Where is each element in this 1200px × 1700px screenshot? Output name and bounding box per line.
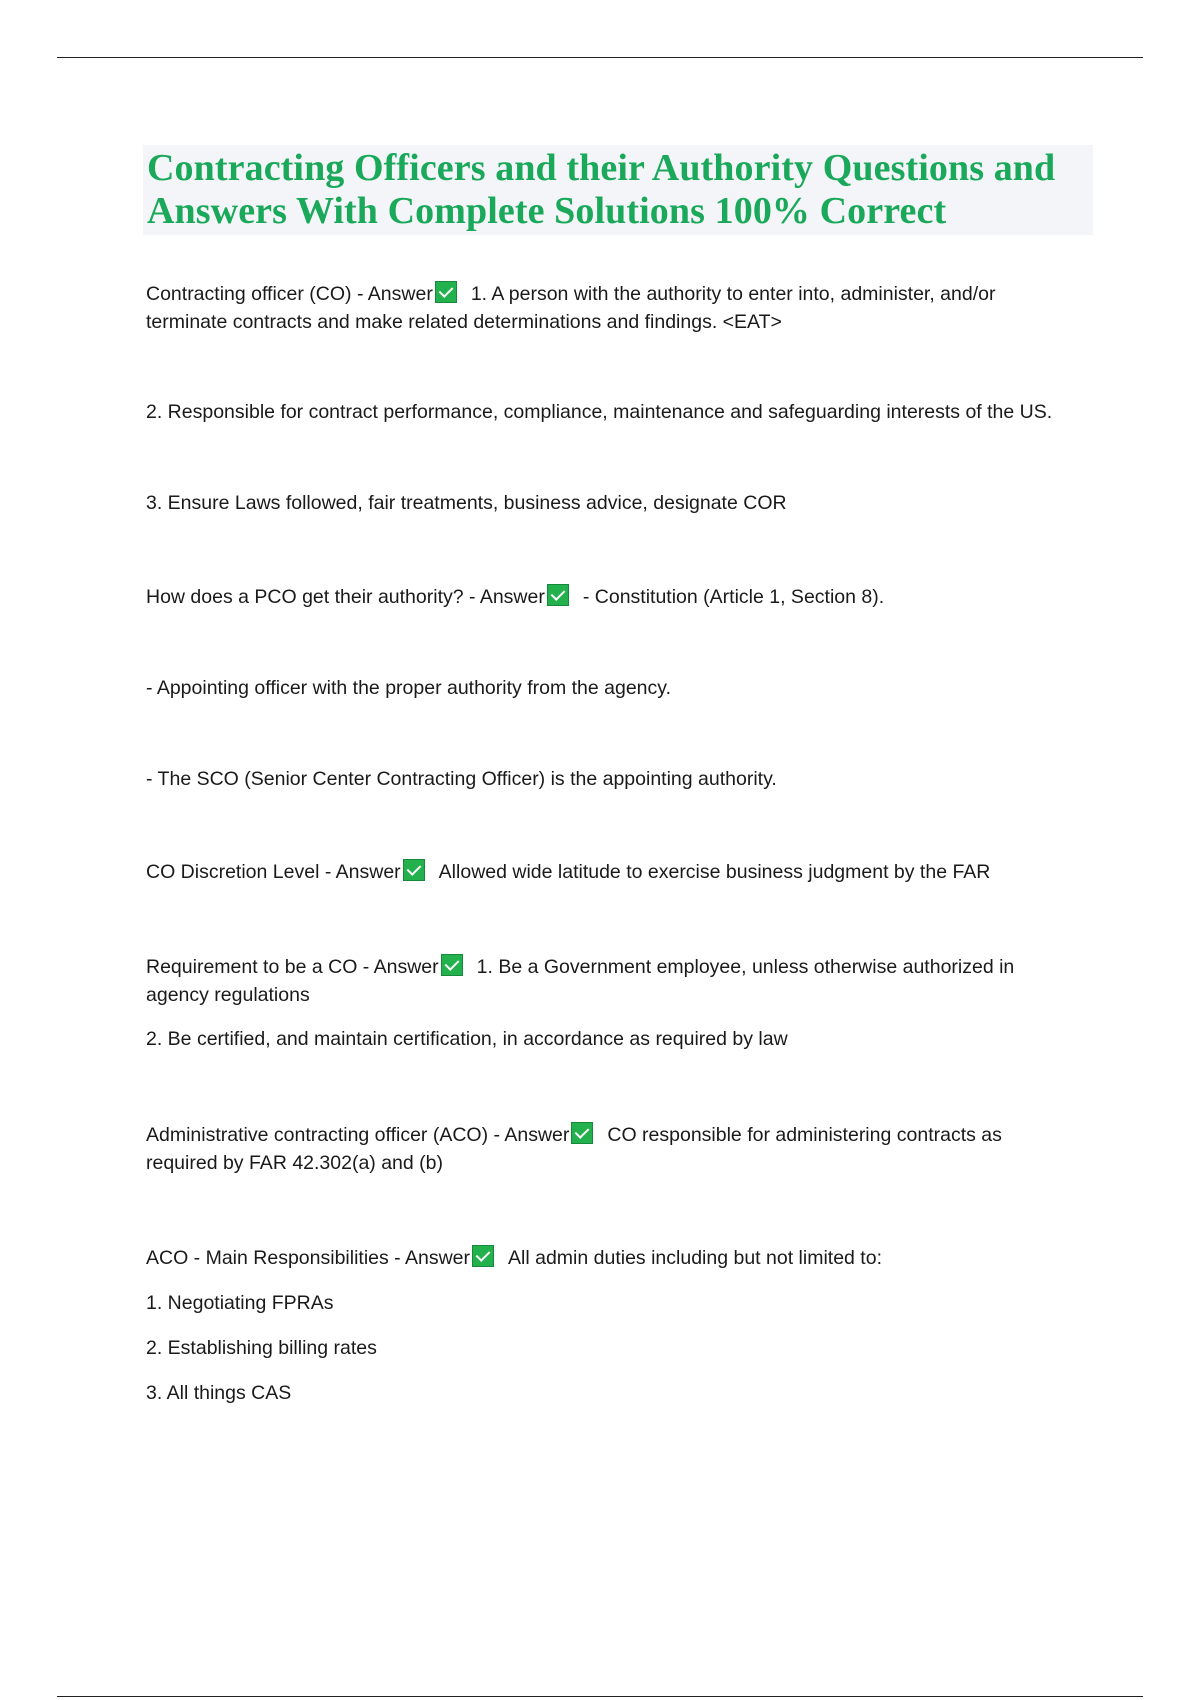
footer-rule <box>57 1696 1143 1697</box>
answer-extra-line: - Appointing officer with the proper authority from the agency. <box>146 677 671 699</box>
answer-continuation: terminate contracts and make related determinations and findings. <EAT> <box>146 311 782 333</box>
checkmark-icon <box>547 584 569 606</box>
checkmark-icon <box>435 281 457 303</box>
answer-text: All admin duties including but not limited to: <box>508 1247 882 1269</box>
title-line-1: Contracting Officers and their Authority Questions and <box>147 147 1056 189</box>
header-rule <box>57 57 1143 58</box>
question-term: CO Discretion Level - Answer <box>146 861 401 883</box>
answer-extra-line: 2. Be certified, and maintain certification, in accordance as required by law <box>146 1028 788 1050</box>
question-term: Administrative contracting officer (ACO) - Answer <box>146 1124 570 1146</box>
question-term: How does a PCO get their authority? - Answer <box>146 586 545 608</box>
answer-extra-line: 3. All things CAS <box>146 1382 292 1404</box>
answer-text: Allowed wide latitude to exercise business judgment by the FAR <box>438 861 991 883</box>
answer-text: CO responsible for administering contracts as <box>607 1124 1002 1146</box>
qa-entry-term-line <box>146 953 1096 982</box>
title-block <box>143 145 1093 235</box>
answer-extra-line: 2. Responsible for contract performance, compliance, maintenance and safeguarding interests of the US. <box>146 401 1053 423</box>
answer-extra-line: 2. Establishing billing rates <box>146 1337 377 1359</box>
title-line-2: Answers With Complete Solutions 100% Correct <box>147 190 947 232</box>
checkmark-icon <box>403 859 425 881</box>
question-term: Requirement to be a CO - Answer <box>146 956 439 978</box>
answer-text: - Constitution (Article 1, Section 8). <box>582 586 885 608</box>
answer-text: 1. A person with the authority to enter into, administer, and/or <box>470 283 996 305</box>
answer-extra-line: 3. Ensure Laws followed, fair treatments, business advice, designate COR <box>146 492 787 514</box>
qa-entry-term-line <box>146 1244 1096 1273</box>
document-title <box>147 145 1093 233</box>
answer-text: 1. Be a Government employee, unless otherwise authorized in <box>476 956 1015 978</box>
answer-continuation: required by FAR 42.302(a) and (b) <box>146 1152 443 1174</box>
answer-extra-line: 1. Negotiating FPRAs <box>146 1292 334 1314</box>
checkmark-icon <box>441 954 463 976</box>
qa-entry-term-line <box>146 280 1096 309</box>
checkmark-icon <box>472 1245 494 1267</box>
qa-entry-term-line <box>146 583 1096 612</box>
checkmark-icon <box>571 1122 593 1144</box>
qa-entry-term-line <box>146 858 1096 887</box>
answer-continuation: agency regulations <box>146 984 310 1006</box>
question-term: Contracting officer (CO) - Answer <box>146 283 433 305</box>
answer-extra-line: - The SCO (Senior Center Contracting Officer) is the appointing authority. <box>146 768 777 790</box>
qa-entry-term-line <box>146 1121 1096 1150</box>
question-term: ACO - Main Responsibilities - Answer <box>146 1247 471 1269</box>
